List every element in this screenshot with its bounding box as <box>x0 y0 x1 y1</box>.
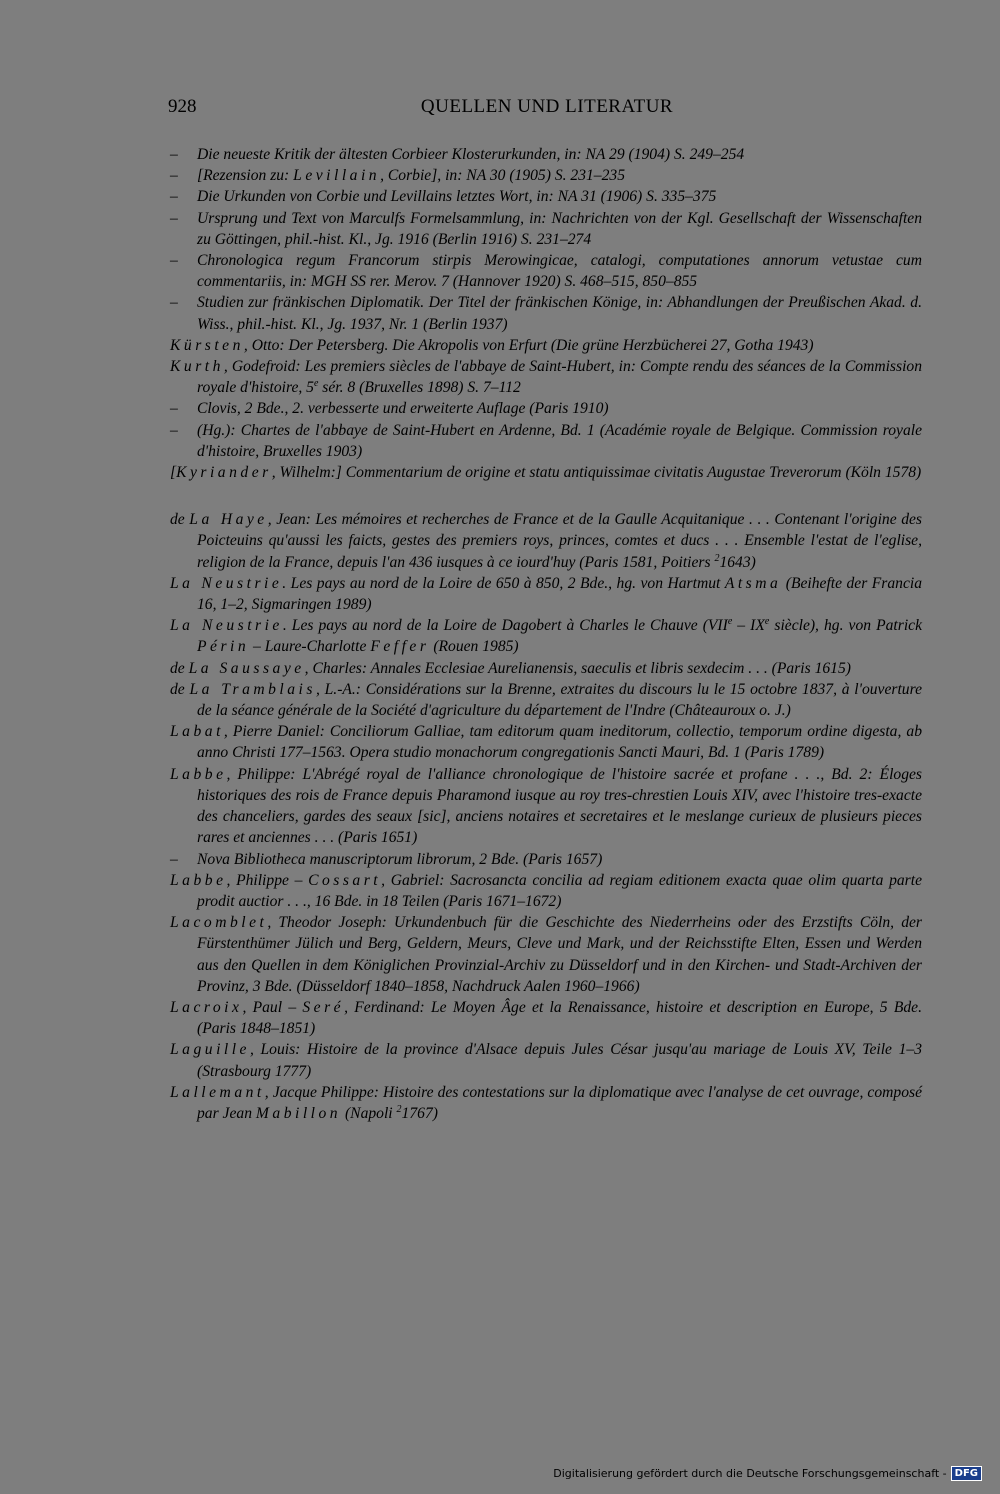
entry-text: , Jacque Philippe: Histoire des contestations sur la diplomatique avec l'analyse de cet ouvrage, composé par Jean <box>197 1083 922 1122</box>
entry-text: sér. 8 (Bruxelles 1898) S. 7–112 <box>318 379 521 397</box>
entry-text: , Philippe: L'Abrégé royal de l'alliance chronologique de l'histoire sacrée et profane . . ., Bd. 2: Éloges historiques des rois de France depuis Pharamond iusque au roy tres-chrestien Louis XIV, avec l'histoire tres-exacte des chanceliers, gardes des seaux [sic], anciens notaires et secretaires et le meslange curieux de plusieurs pieces rares et anciennes . . . (Paris 1651) <box>197 765 922 847</box>
entry-dash: – <box>170 188 178 206</box>
entry-text: de <box>170 659 189 677</box>
entry-text: e <box>313 378 319 390</box>
entry-text: e <box>764 616 770 628</box>
author-name: Laguille <box>170 1041 250 1059</box>
author-name: La Tramblais <box>189 680 316 698</box>
entry-text: Die neueste Kritik der ältesten Corbieer Klosterurkunden, in: NA 29 (1904) S. 249–254 <box>197 146 745 163</box>
entry-text: Die Urkunden von Corbie und Levillains letztes Wort, in: NA 31 (1906) S. 335–375 <box>197 188 717 206</box>
entry-dash: – <box>170 167 178 185</box>
bibliography-list <box>170 144 922 1124</box>
entry-text: , Wilhelm:] Commentarium de origine et statu antiquissimae civitatis Augustae Treverorum (Köln 1578) <box>271 464 922 482</box>
entry-text: , Godefroid: Les premiers siècles de l'abbaye de Saint-Hubert, in: Compte rendu des séances de la Commission royale d'histoire, 5 <box>197 358 922 397</box>
entry-text: [Rezension zu: <box>197 167 294 185</box>
bibliography-entry <box>170 1082 922 1124</box>
entry-text: siècle), hg. von Patrick <box>769 617 922 635</box>
author-name: Labat <box>170 723 224 741</box>
dfg-logo: DFG <box>951 1466 982 1481</box>
entry-text: 1767) <box>401 1104 438 1122</box>
author-name: Kurth <box>170 358 224 376</box>
bibliography-entry <box>170 1039 922 1081</box>
entry-text: , Louis: Histoire de la province d'Alsace depuis Jules César jusqu'au mariage de Louis XV, Teile 1–3 (Strasbourg 1777) <box>197 1041 922 1080</box>
entry-text: (Beihefte der Francia 16, 1–2, Sigmaringen 1989) <box>197 574 923 614</box>
bibliography-entry <box>170 658 922 679</box>
entry-text: [ <box>170 464 177 482</box>
entry-text: , Charles: Annales Ecclesiae Aurelianensis, saeculis et libris sexdecim . . . (Paris 1615) <box>304 659 851 677</box>
entry-text: , Philippe – <box>226 871 309 889</box>
entry-text: Nova Bibliotheca manuscriptorum librorum, 2 Bde. (Paris 1657) <box>197 850 603 868</box>
entry-text: e <box>727 616 733 628</box>
author-name: Périn <box>197 638 250 656</box>
bibliography-entry <box>170 573 922 615</box>
entry-text: , Theodor Joseph: Urkundenbuch für die Geschichte des Niederrheins oder des Erzstifts Cöln, der Fürstenthümer Jülich und Berg, Geldern, Meurs, Cleve und Mark, und der Reichsstifte Elten, Essen und Werden aus den Quellen in dem Königlichen Provinzial-Archiv zu Düsseldorf und in den Kirchen- und Stadt-Archiven der Provinz, 3 Bde. (Düsseldorf 1840–1858, Nachdruck Aalen 1960–1966) <box>197 914 922 995</box>
bibliography-entry <box>170 165 922 186</box>
entry-text: , Otto: Der Petersberg. Die Akropolis von Erfurt (Die grüne Herzbücherei 27, Gotha 1943) <box>243 336 814 354</box>
entry-text: . Les pays au nord de la Loire de Dagobert à Charles le Chauve (VII <box>282 617 728 635</box>
author-name: La Neustrie <box>170 617 283 635</box>
entry-text: , Paul – <box>242 998 303 1016</box>
bibliography-entry <box>170 997 922 1039</box>
entry-text: de <box>170 680 190 698</box>
author-name: Mabillon <box>255 1104 342 1122</box>
author-name: Cossart <box>308 871 382 889</box>
entry-dash: – <box>170 400 178 418</box>
entry-text: , Jean: Les mémoires et recherches de France et de la Gaulle Acquitanique . . . Contenant l'origine des Poicteuins qu'aussi les faicts, gestes des premiers roys, princes, comtes et ducs . . . Ensemble l'estat de l'eglise, religion de la France, depuis l'an 436 iusques à ce iourd'huy (Paris 1581, Poitiers <box>197 511 922 571</box>
bibliography-entry <box>170 420 922 462</box>
entry-dash: – <box>170 146 178 163</box>
author-name: Feffer <box>370 638 430 656</box>
author-name: Lacroix <box>170 998 243 1016</box>
author-name: Labbe <box>170 871 227 889</box>
author-name: Labbe <box>170 765 227 783</box>
bibliography-entry <box>170 849 922 870</box>
entry-dash: – <box>170 294 178 312</box>
author-name: La Saussaye <box>188 659 305 677</box>
entry-text: Chronologica regum Francorum stirpis Merowingicae, catalogi, computationes annorum vetustae cum commentariis, in: MGH SS rer. Merov. 7 (Hannover 1920) S. 468–515, 850–855 <box>197 252 922 291</box>
entry-text: Clovis, 2 Bde., 2. verbesserte und erweiterte Auflage (Paris 1910) <box>197 400 609 418</box>
author-name: Lallemant <box>170 1083 265 1101</box>
author-name: Levillain <box>293 167 381 185</box>
bibliography-entry <box>170 912 922 997</box>
bibliography-entry <box>170 870 922 912</box>
entry-text: Studien zur fränkischen Diplomatik. Der Titel der fränkischen Könige, in: Abhandlungen der Preußischen Akad. d. Wiss., phil.-hist. Kl., Jg. 1937, Nr. 1 (Berlin 1937) <box>197 294 922 333</box>
entry-text: , Ferdinand: Le Moyen Âge et la Renaissance, histoire et description en Europe, 5 Bde. (Paris 1848–1851) <box>197 998 922 1038</box>
page-number: 928 <box>168 96 197 117</box>
entry-text: Ursprung und Text von Marculfs Formelsammlung, in: Nachrichten von der Kgl. Gesellschaft der Wissenschaften zu Göttingen, phil.-hist. Kl., Jg. 1916 (Berlin 1916) S. 231–274 <box>197 209 922 248</box>
bibliography-entry <box>170 721 922 763</box>
author-name: Seré <box>302 998 345 1016</box>
entry-text: . Les pays au nord de la Loire de 650 à 850, 2 Bde., hg. von Hartmut <box>282 574 725 592</box>
bibliography-entry <box>170 144 922 165</box>
bibliography-entry <box>170 509 922 573</box>
entry-text: de <box>170 511 190 529</box>
page-header <box>168 96 926 124</box>
author-name: Lacomblet <box>170 914 268 932</box>
bibliography-entry <box>170 186 922 207</box>
author-name: La Haye <box>189 511 268 529</box>
entry-text: , Pierre Daniel: Conciliorum Galliae, tam editorum quam ineditorum, collectio, temporum ordine digesta, ab anno Christi 177–1563. Opera studio monachorum congregationis Sancti Mauri, Bd. 1 (Paris 1789) <box>197 723 922 762</box>
author-name: Atsma <box>724 574 782 592</box>
author-name: Kürsten <box>170 336 244 354</box>
entry-text: , L.-A.: Considérations sur la Brenne, extraites du discours lu le 15 octobre 1837, à l'ouverture de la séance générale de la Société d'agriculture du département de l'Indre (Châteauroux o. J.) <box>197 680 922 720</box>
entry-text: (Hg.): Chartes de l'abbaye de Saint-Hubert en Ardenne, Bd. 1 (Académie royale de Belgique. Commission royale d'histoire, Bruxelles 1903) <box>197 421 922 460</box>
entry-text: – IX <box>732 617 765 635</box>
bibliography-entry <box>170 208 922 250</box>
bibliography-entry <box>170 398 922 419</box>
author-name: Kyriander <box>176 464 272 482</box>
entry-text: (Napoli <box>341 1104 397 1122</box>
entry-text: 2 <box>714 552 720 564</box>
entry-text: 2 <box>396 1103 402 1115</box>
entry-dash: – <box>170 252 178 270</box>
running-title: QUELLEN UND LITERATUR <box>420 96 674 117</box>
entry-text: , Gabriel: Sacrosancta concilia ad regiam editionem exacta quae olim quarta parte prodit auctior . . ., 16 Bde. in 18 Teilen (Paris 1671–1672) <box>197 871 922 910</box>
entry-dash: – <box>170 209 178 227</box>
bibliography-entry <box>170 292 922 334</box>
author-name: La Neustrie <box>170 574 283 592</box>
bibliography-entry <box>170 615 922 657</box>
entry-text: (Rouen 1985) <box>429 638 519 656</box>
bibliography-entry <box>170 335 922 356</box>
bibliography-entry <box>170 764 922 849</box>
footer-text: Digitalisierung gefördert durch die Deutsche Forschungsgemeinschaft - <box>553 1466 947 1480</box>
entry-text: – Laure-Charlotte <box>249 638 371 656</box>
bibliography-entry <box>170 679 922 721</box>
entry-dash: – <box>170 850 178 868</box>
entry-text: 1643) <box>719 553 756 571</box>
bibliography-entry <box>170 250 922 292</box>
entry-gap <box>170 483 922 509</box>
footer <box>553 1464 982 1482</box>
bibliography-entry <box>170 356 922 398</box>
bibliography-entry <box>170 462 922 483</box>
entry-dash: – <box>170 421 178 439</box>
entry-text: , Corbie], in: NA 30 (1905) S. 231–235 <box>380 167 625 185</box>
